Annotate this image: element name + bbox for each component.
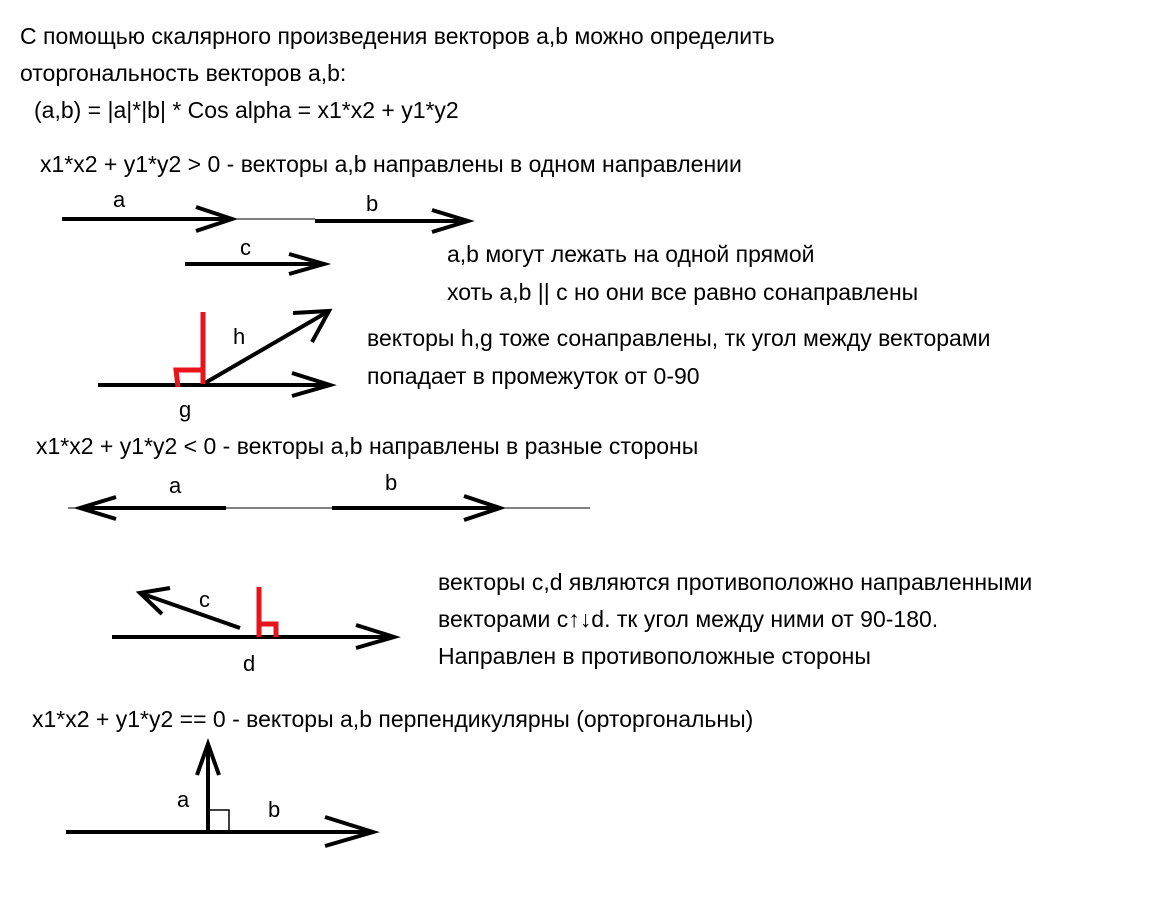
label-a-positive: a xyxy=(113,187,126,212)
vector-a-negative xyxy=(80,497,226,519)
vector-b-negative xyxy=(332,496,500,520)
right-angle-mark-zero xyxy=(208,810,229,832)
note-parallel: хоть a,b || c но они все равно сонаправлены xyxy=(447,279,919,305)
label-d: d xyxy=(243,651,256,676)
label-h: h xyxy=(233,324,246,349)
intro-line-1: С помощью скалярного произведения векторов a,b можно определить xyxy=(20,23,775,49)
intro-line-2: оторгональность векторов a,b: xyxy=(20,60,347,86)
case-positive-header: x1*x2 + y1*y2 > 0 - векторы a,b направлены в одном направлении xyxy=(40,151,742,177)
label-a-zero: a xyxy=(177,787,190,812)
note-same-line: a,b могут лежать на одной прямой xyxy=(447,241,815,267)
case-zero-header: x1*x2 + y1*y2 == 0 - векторы a,b перпендикулярны (орторгональны) xyxy=(32,706,754,732)
vector-h xyxy=(205,311,329,383)
red-right-angle-mark-cd xyxy=(259,587,276,637)
vector-d xyxy=(112,625,394,648)
note-hg-angle-range: попадает в промежуток от 0-90 xyxy=(367,363,700,389)
vector-c-positive xyxy=(185,254,324,274)
label-b-positive: b xyxy=(366,191,379,216)
note-cd-angle-range: векторами c↑↓d. тк угол между ними от 90-180. xyxy=(438,606,939,632)
note-hg-codirected: векторы h,g тоже сонаправлены, тк угол между векторами xyxy=(367,325,991,351)
vector-b-zero xyxy=(66,817,373,846)
label-b-negative: b xyxy=(385,470,398,495)
label-a-negative: a xyxy=(169,473,182,498)
label-c-positive: c xyxy=(240,235,251,260)
red-right-angle-mark-hg xyxy=(176,312,203,387)
note-cd-direction: Направлен в противоположные стороны xyxy=(438,643,871,669)
vector-c-negative xyxy=(140,588,240,628)
vector-a-positive xyxy=(62,207,232,231)
label-b-zero: b xyxy=(268,797,281,822)
note-cd-opposite: векторы c,d являются противоположно направленными xyxy=(438,569,1033,595)
label-g: g xyxy=(179,397,192,422)
vector-b-positive xyxy=(315,210,468,232)
vector-a-zero xyxy=(197,744,219,832)
label-c-negative: c xyxy=(199,587,210,612)
case-negative-header: x1*x2 + y1*y2 < 0 - векторы a,b направлены в разные стороны xyxy=(36,433,699,459)
intro-formula: (a,b) = |a|*|b| * Cos alpha = x1*x2 + y1*y2 xyxy=(34,97,459,123)
